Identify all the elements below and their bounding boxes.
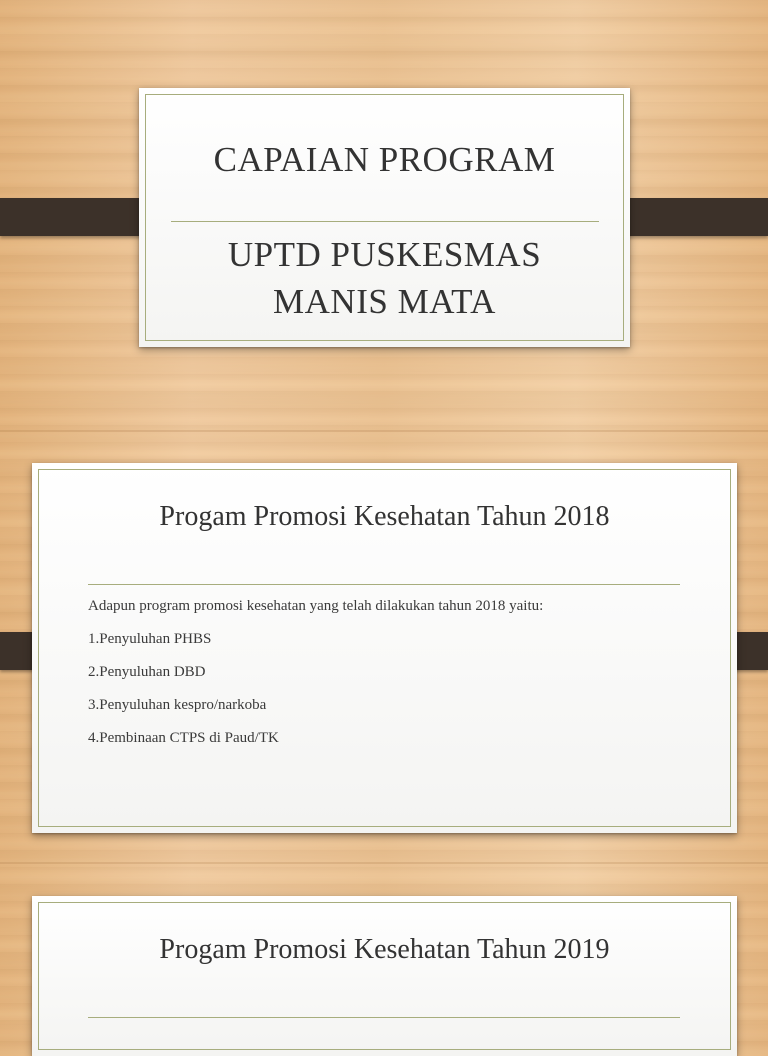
slide2-list-item: 1.Penyuluhan PHBS <box>88 631 212 647</box>
plank-seam <box>0 430 768 432</box>
slide2-intro: Adapun program promosi kesehatan yang telah dilakukan tahun 2018 yaitu: <box>88 598 544 614</box>
slide3-frame <box>38 902 731 1050</box>
slide1-divider <box>171 221 599 222</box>
slide3-divider <box>88 1017 680 1018</box>
slide2-card <box>32 463 737 833</box>
slide1-subtitle-line2: MANIS MATA <box>273 282 496 321</box>
slide2-body <box>88 598 688 778</box>
slide2-list-item: 3.Penyuluhan kespro/narkoba <box>88 697 267 713</box>
plank-seam <box>0 862 768 864</box>
slide2-list-item: 2.Penyuluhan DBD <box>88 664 206 680</box>
slide2-list-item: 4.Pembinaan CTPS di Paud/TK <box>88 730 279 746</box>
slide1-card <box>139 88 630 347</box>
slide1-title: CAPAIAN PROGRAM <box>213 140 556 179</box>
slide3-title: Progam Promosi Kesehatan Tahun 2019 <box>159 934 610 965</box>
slide2-title: Progam Promosi Kesehatan Tahun 2018 <box>159 501 610 532</box>
slide1-subtitle-line1: UPTD PUSKESMAS <box>227 235 542 274</box>
slide2-divider <box>88 584 680 585</box>
slide3-card <box>32 896 737 1056</box>
slide1-right-strap <box>613 198 768 236</box>
slide1-left-strap <box>0 198 155 236</box>
